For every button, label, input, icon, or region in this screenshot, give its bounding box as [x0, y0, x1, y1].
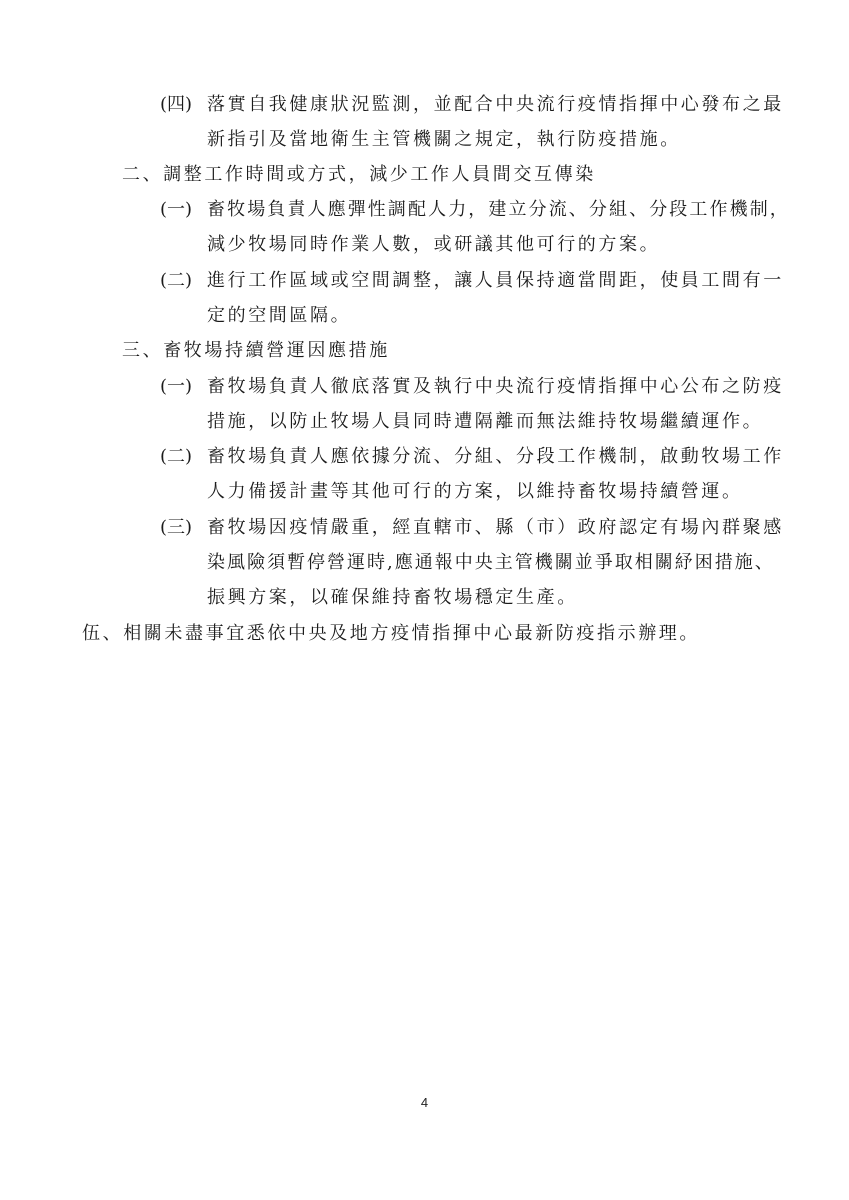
section-3-item-3-marker: (三): [160, 517, 193, 538]
section-3-item-3-line-1: 畜牧場因疫情嚴重，經直轄市、縣（市）政府認定有場內群聚感: [207, 517, 784, 538]
item-4-line-1: 落實自我健康狀況監測，並配合中央流行疫情指揮中心發布之最: [207, 94, 784, 115]
section-5-text: 伍、相關未盡事宜悉依中央及地方疫情指揮中心最新防疫指示辦理。: [82, 623, 700, 644]
section-3-item-3-line-2: 染風險須暫停營運時,應通報中央主管機關並爭取相關紓困措施、: [207, 552, 775, 573]
section-2-item-1-line-1: 畜牧場負責人應彈性調配人力，建立分流、分組、分段工作機制，: [207, 199, 790, 220]
item-4-line-2: 新指引及當地衛生主管機關之規定，執行防疫措施。: [207, 129, 681, 150]
section-3-item-2-line-1: 畜牧場負責人應依據分流、分組、分段工作機制，啟動牧場工作: [207, 446, 784, 467]
section-3-item-1-line-1: 畜牧場負責人徹底落實及執行中央流行疫情指揮中心公布之防疫: [207, 376, 784, 397]
section-2-item-1-line-2: 減少牧場同時作業人數，或研議其他可行的方案。: [207, 234, 661, 255]
page-number: 4: [420, 1095, 429, 1110]
section-2-item-2-line-2: 定的空間區隔。: [207, 305, 352, 326]
item-4-marker: (四): [160, 94, 193, 115]
section-3-heading: 三、畜牧場持續營運因應措施: [122, 340, 390, 361]
section-3-item-1-line-2: 措施，以防止牧場人員同時遭隔離而無法維持牧場繼續運作。: [207, 411, 764, 432]
section-2-item-1-marker: (一): [160, 199, 193, 220]
section-2-item-2-marker: (二): [160, 270, 193, 291]
section-3-item-3-line-3: 振興方案，以確保維持畜牧場穩定生產。: [207, 587, 578, 608]
section-2-heading: 二、調整工作時間或方式，減少工作人員間交互傳染: [122, 164, 596, 185]
section-3-item-2-line-2: 人力備援計畫等其他可行的方案，以維持畜牧場持續營運。: [207, 481, 743, 502]
section-2-item-2-line-1: 進行工作區域或空間調整，讓人員保持適當間距，使員工間有一: [207, 270, 784, 291]
section-3-item-1-marker: (一): [160, 376, 193, 397]
section-3-item-2-marker: (二): [160, 446, 193, 467]
